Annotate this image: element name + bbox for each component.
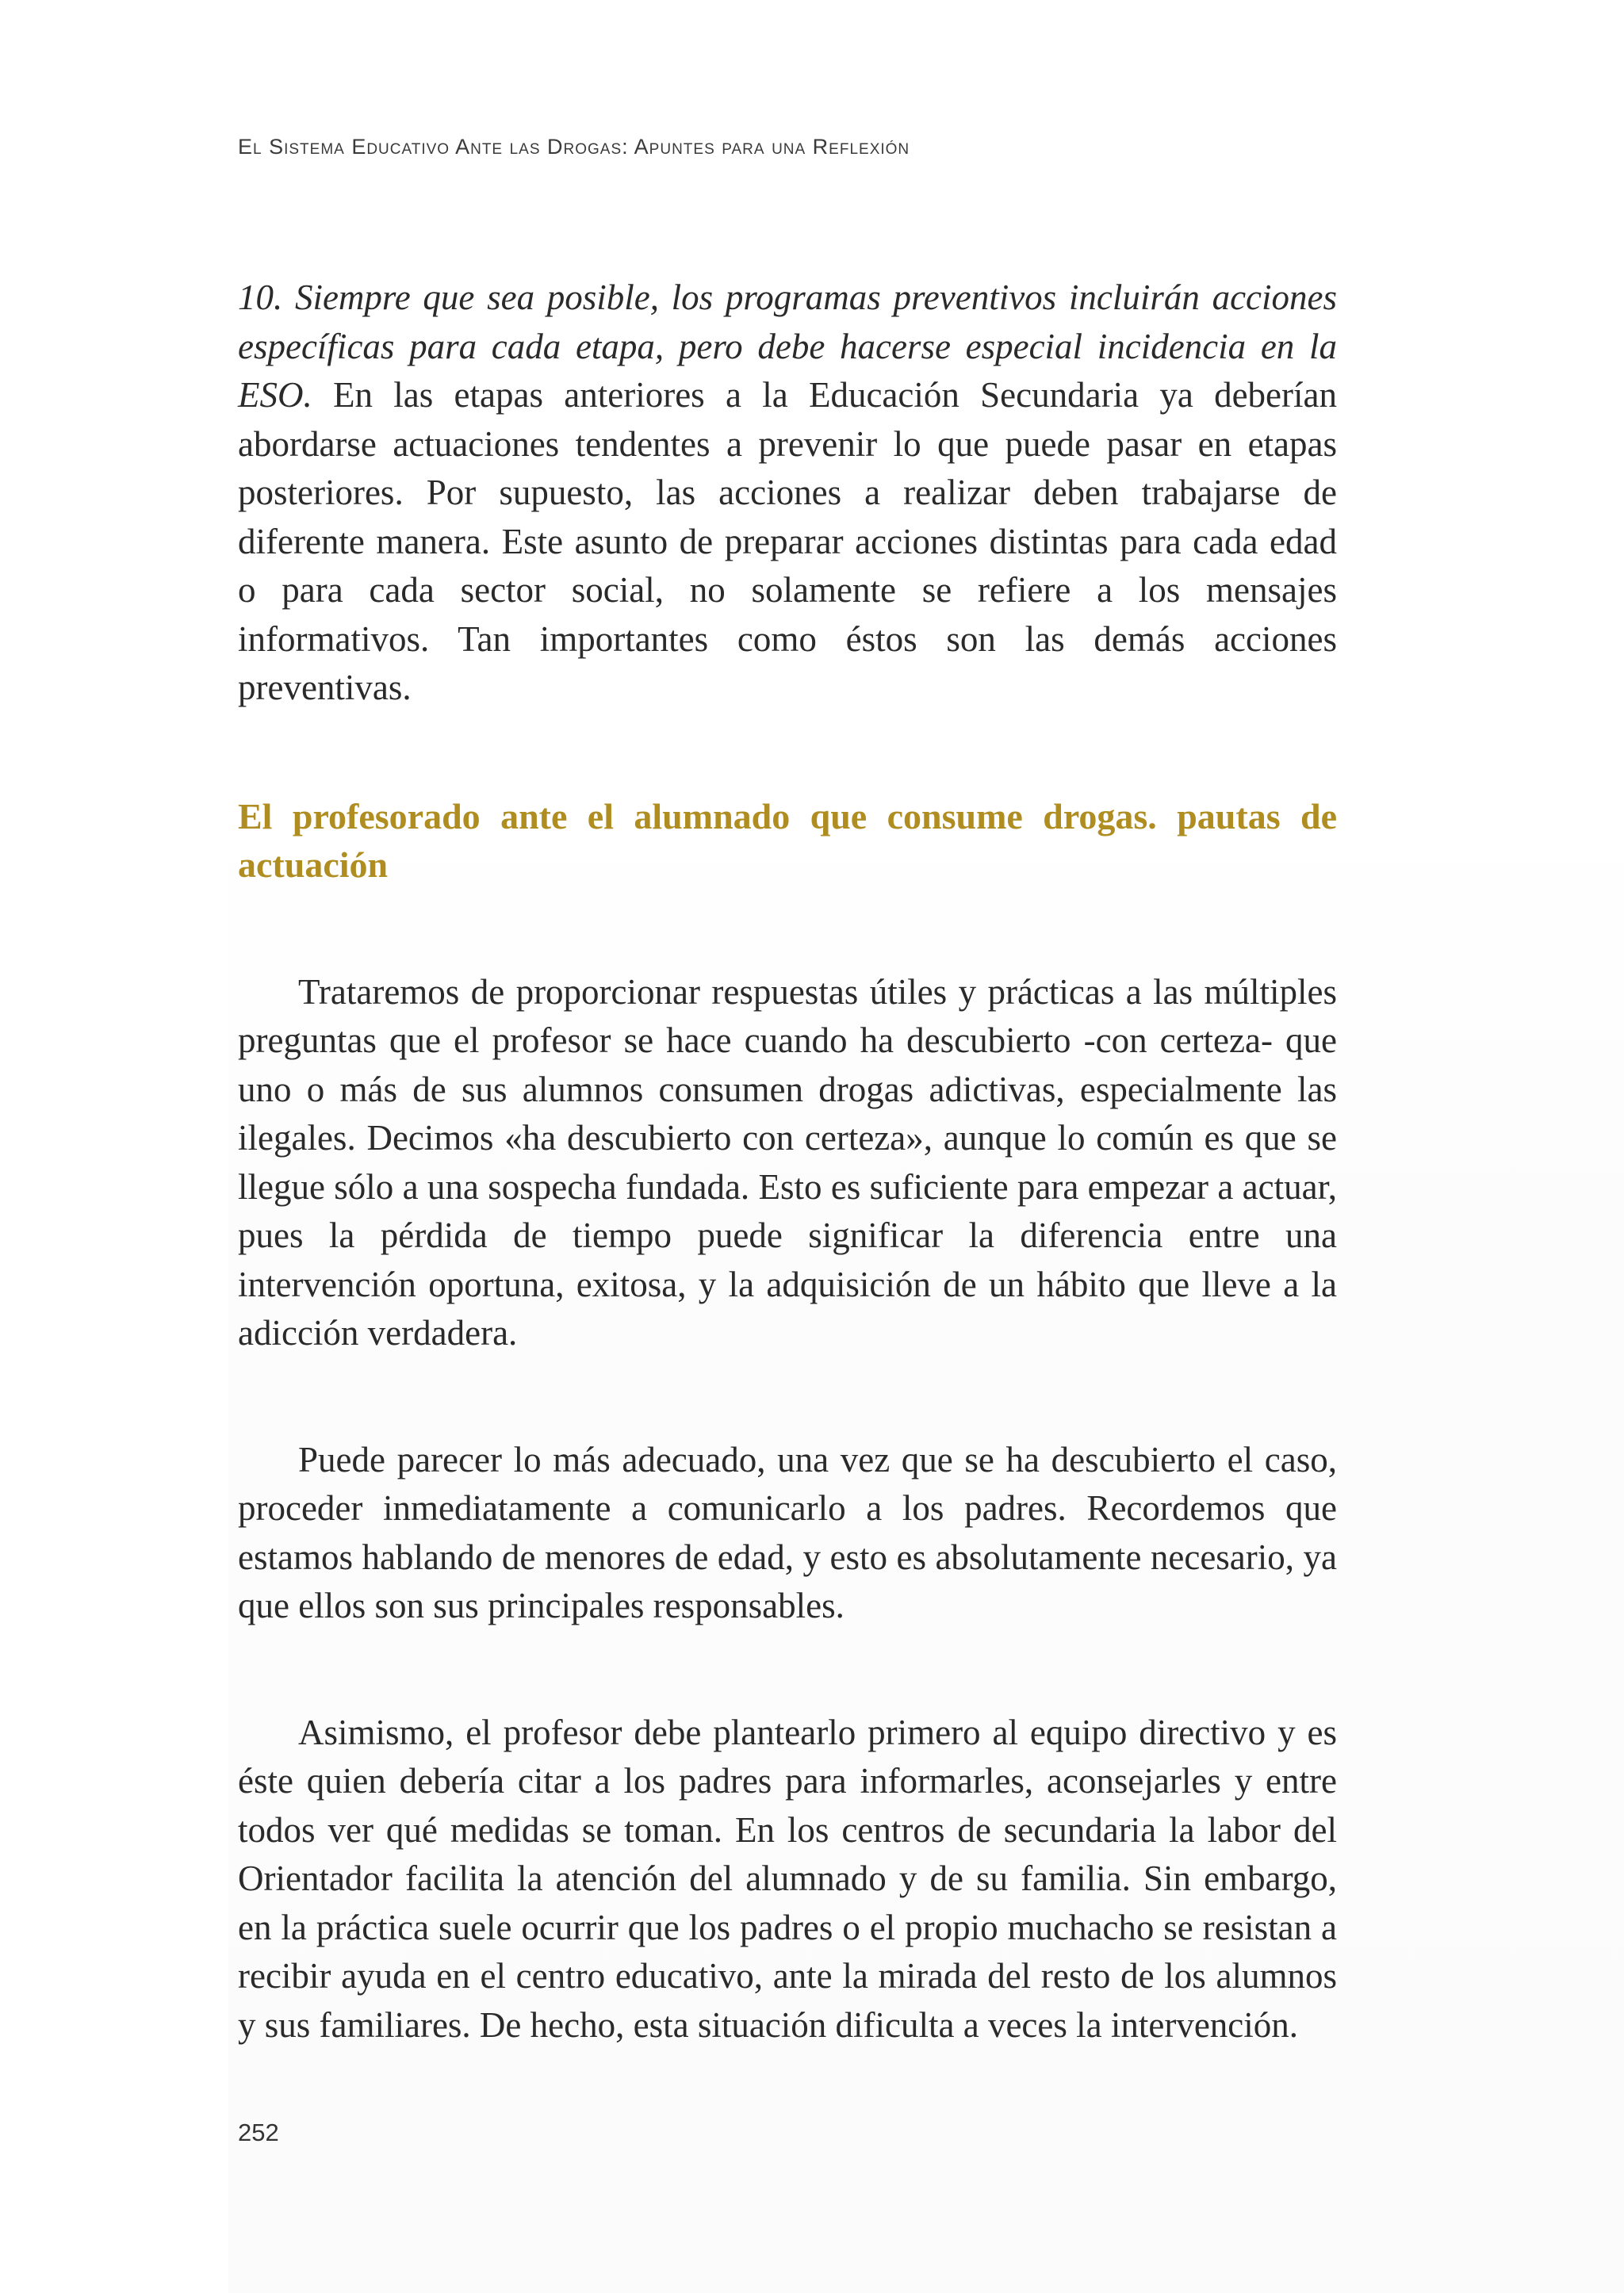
running-head: El Sistema Educativo Ante las Drogas: Apuntes para una Reflexión bbox=[238, 135, 910, 159]
body-paragraph-3: Asimismo, el profesor debe plantearlo primero al equipo directivo y es éste quien debería citar a los padres para informarles, aconsejarles y entre todos ver qué medidas se toman. En los centros de secundaria la labor del Orientador facilita la atención del alumnado y de su familia. Sin embargo, en la práctica suele ocurrir que los padres o el propio muchacho se resistan a recibir ayuda en el centro educativo, ante la mirada del resto de los alumnos y sus familiares. De hecho, esta situación dificulta a veces la intervención. bbox=[238, 1712, 1337, 2045]
body-paragraph-2: Puede parecer lo más adecuado, una vez que se ha descubierto el caso, proceder inmediatamente a comunicarlo a los padres. Recordemos que estamos hablando de menores de edad, y esto es absolutamente necesario, ya que ellos son sus principales responsables. bbox=[238, 1439, 1337, 1625]
body-paragraph-1: Trataremos de proporcionar respuestas útiles y prácticas a las múltiples preguntas que el profesor se hace cuando ha descubierto -con certeza- que uno o más de sus alumnos consumen drogas adictivas, especialmente las ilegales. Decimos «ha descubierto con certeza», aunque lo común es que se llegue sólo a una sospecha fundada. Esto es suficiente para empezar a actuar, pues la pérdida de tiempo puede significar la diferencia entre una intervención oportuna, exitosa, y la adquisición de un hábito que lleve a la adicción verdadera. bbox=[238, 971, 1337, 1353]
page-number: 252 bbox=[238, 2119, 279, 2146]
section-heading: El profesorado ante el alumnado que consume drogas. pautas de actuación bbox=[238, 795, 1337, 885]
list-item-10-lead: 10. Siempre que sea posible, los programas preventivos incluirán acciones específicas para cada etapa, pero debe hacerse especial incidencia en la ESO. bbox=[238, 278, 1337, 415]
list-item-10-body: En las etapas anteriores a la Educación Secundaria ya deberían abordarse actuaciones tendentes a prevenir lo que puede pasar en etapas posteriores. Por supuesto, las acciones a realizar deben trabajarse de diferente manera. Este asunto de preparar acciones distintas para cada edad o para cada sector social, no solamente se refiere a los mensajes informativos. Tan importantes como éstos son las demás acciones preventivas. bbox=[238, 375, 1337, 707]
page-content bbox=[238, 274, 1337, 2050]
list-item-10 bbox=[238, 274, 1337, 713]
